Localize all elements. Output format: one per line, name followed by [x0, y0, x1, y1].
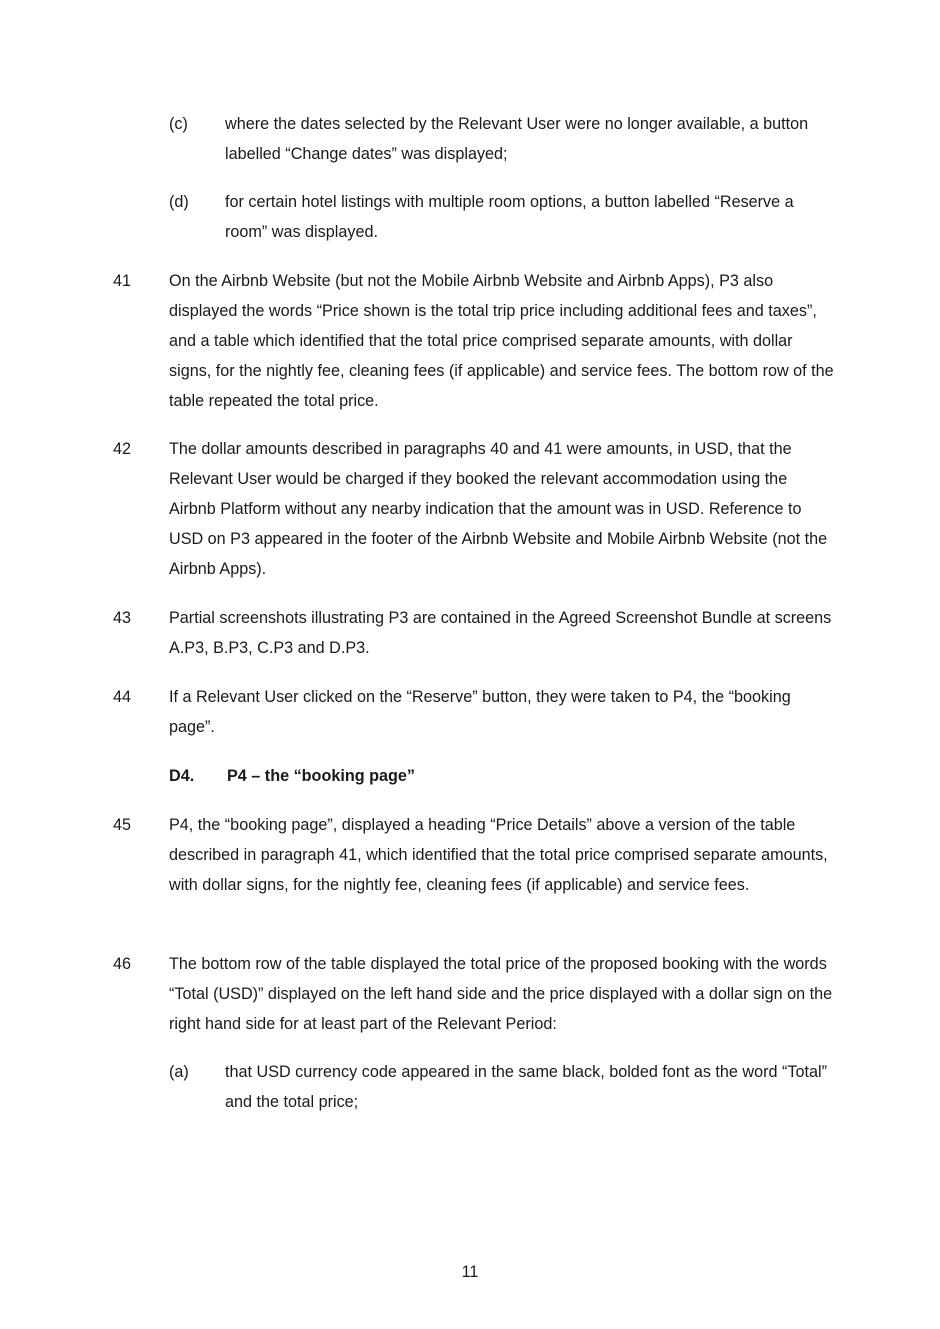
sub-item-text: that USD currency code appeared in the same black, bolded font as the word “Total” and the total price; — [225, 1063, 827, 1111]
section-heading-number: D4. — [169, 767, 195, 785]
paragraph-text: On the Airbnb Website (but not the Mobile Airbnb Website and Airbnb Apps), P3 also displayed the words “Price shown is the total trip price including additional fees and taxes”, and a table which identified that the total price comprised separate amounts, with dollar signs, for the nightly fee, cleaning fees (if applicable) and service fees. The bottom row of the table repeated the total price. — [169, 272, 834, 410]
sub-item-label: (a) — [169, 1063, 189, 1081]
sub-item-label: (c) — [169, 115, 188, 133]
paragraph-number: 44 — [113, 688, 132, 706]
section-heading-title: P4 – the “booking page” — [227, 767, 415, 785]
paragraph-number: 41 — [113, 272, 132, 290]
paragraph-number: 45 — [113, 816, 132, 834]
paragraph-number: 42 — [113, 440, 132, 458]
sub-item-text: for certain hotel listings with multiple room options, a button labelled “Reserve a room” was displayed. — [225, 193, 794, 241]
sub-item-label: (d) — [169, 193, 189, 211]
paragraph-text: Partial screenshots illustrating P3 are contained in the Agreed Screenshot Bundle at screens A.P3, B.P3, C.P3 and D.P3. — [169, 609, 832, 657]
sub-item-text: where the dates selected by the Relevant User were no longer available, a button labelled “Change dates” was displayed; — [225, 115, 809, 163]
paragraph-text: If a Relevant User clicked on the “Reserve” button, they were taken to P4, the “booking page”. — [169, 688, 791, 736]
page-number: 11 — [461, 1263, 479, 1281]
paragraph-text: The dollar amounts described in paragraphs 40 and 41 were amounts, in USD, that the Relevant User would be charged if they booked the relevant accommodation using the Airbnb Platform without any nearby indication that the amount was in USD. Reference to USD on P3 appeared in the footer of the Airbnb Website and Mobile Airbnb Website (not the Airbnb Apps). — [169, 440, 828, 578]
paragraph-number: 46 — [113, 955, 132, 973]
paragraph-number: 43 — [113, 609, 132, 627]
paragraph-text: P4, the “booking page”, displayed a heading “Price Details” above a version of the table described in paragraph 41, which identified that the total price comprised separate amounts, with dollar signs, for the nightly fee, cleaning fees (if applicable) and service fees. — [169, 816, 828, 894]
paragraph-text: The bottom row of the table displayed the total price of the proposed booking with the words “Total (USD)” displayed on the left hand side and the price displayed with a dollar sign on the right hand side for at least part of the Relevant Period: — [169, 955, 833, 1033]
